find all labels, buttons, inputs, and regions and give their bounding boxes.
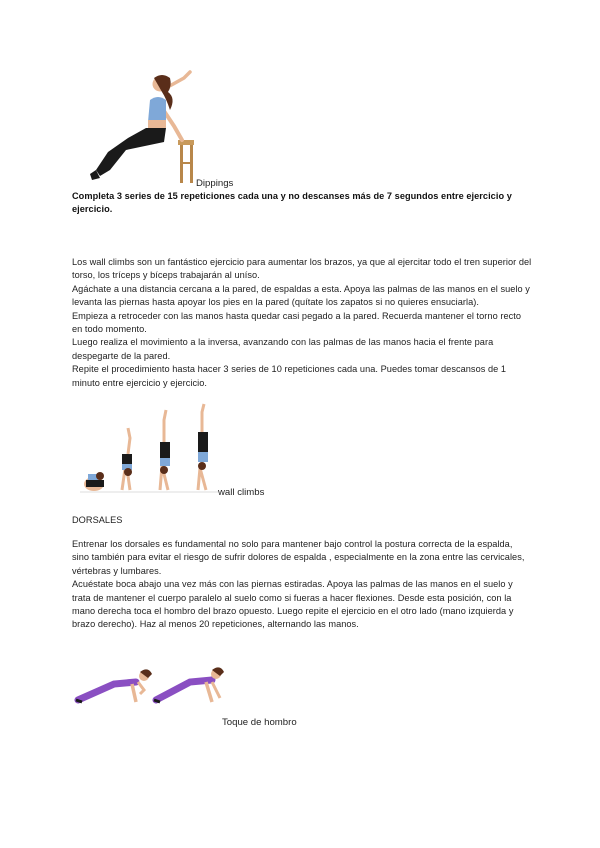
wall-climbs-paragraph: Agáchate a una distancia cercana a la pared, de espaldas a esta. Apoya las palmas de las manos en el suelo y levanta las piernas hasta apoyar los pies en la pared (quítate los zapatos si no quieres ensuciarla). [72, 283, 530, 308]
dippings-instruction: Completa 3 series de 15 repeticiones cada una y no descanses más de 7 segundos entre ejercicio y ejercicio. [72, 191, 512, 215]
wall-climbs-illustration [80, 402, 220, 496]
dorsales-paragraph: Entrenar los dorsales es fundamental no solo para mantener bajo control la postura correcta de la espalda, sino también para evitar el riesgo de sufrir dolores de espalda , especialmente en la zona entre las cervicales, vértebras y lumbares. [72, 539, 525, 576]
wall-climbs-paragraph: Luego realiza el movimiento a la inversa, avanzando con las palmas de las manos hacia el frente para despegarte de la pared. [72, 337, 494, 361]
wall-climbs-text [72, 256, 532, 390]
shoulder-tap-illustration [74, 654, 224, 706]
dippings-illustration [86, 70, 198, 186]
dorsales-text [72, 538, 532, 632]
dorsales-heading: DORSALES [72, 515, 123, 525]
dippings-caption: Dippings [196, 178, 234, 189]
wall-climbs-paragraph: Los wall climbs son un fantástico ejercicio para aumentar los brazos, ya que al ejercitar todo el tren superior del torso, los tríceps y bíceps trabajarán al uníso. [72, 257, 532, 281]
shoulder-tap-caption: Toque de hombro [222, 717, 297, 728]
dorsales-paragraph: Acuéstate boca abajo una vez más con las piernas estiradas. Apoya las palmas de las manos en el suelo y trata de mantener el cuerpo paralelo al suelo como si fueras a hacer flexiones. Desde esta posición, con la mano derecha toca el hombro del brazo opuesto. Luego repite el ejercicio en el otro lado (mano izquierda y brazo derecho). Haz al menos 20 repeticiones, alternando las manos. [72, 579, 514, 630]
wall-climbs-paragraph: Empieza a retroceder con las manos hasta quedar casi pegado a la pared. Recuerda mantener el torno recto en todo momento. [72, 310, 522, 335]
wall-climbs-caption: wall climbs [218, 487, 265, 498]
wall-climbs-paragraph: Repite el procedimiento hasta hacer 3 series de 10 repeticiones cada una. Puedes tomar descansos de 1 minuto entre ejercicio y ejercicio. [72, 364, 507, 388]
